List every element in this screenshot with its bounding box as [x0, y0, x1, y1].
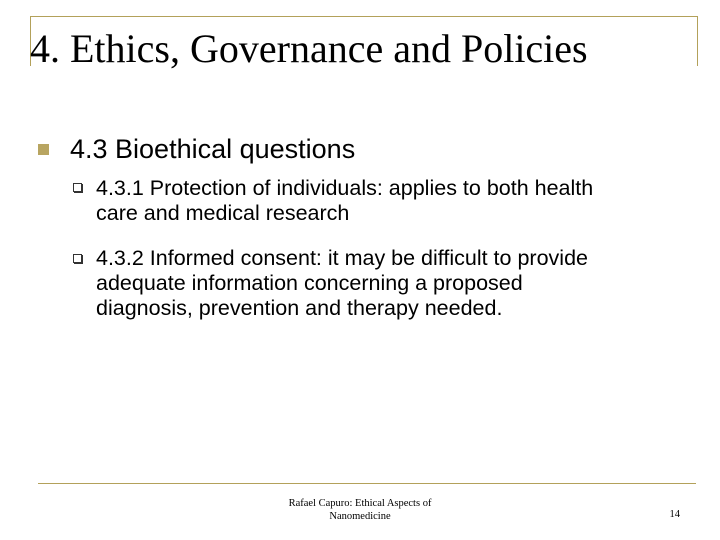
footer-author — [240, 497, 480, 523]
title-frame-right-line — [697, 16, 698, 66]
filled-square-bullet-icon — [38, 144, 49, 155]
hollow-square-bullet-icon — [73, 183, 82, 192]
page-number: 14 — [669, 509, 680, 520]
title-frame-top-line — [30, 16, 698, 17]
bullet-level2-text: 4.3.1 Protection of individuals: applies to both health care and medical research — [96, 176, 594, 225]
footer-divider — [38, 483, 696, 484]
slide-title: 4. Ethics, Governance and Policies — [30, 26, 588, 71]
footer-author-line2: Nanomedicine — [329, 511, 391, 522]
footer-author-line1: Rafael Capuro: Ethical Aspects of — [288, 498, 432, 509]
bullet-level1-text: 4.3 Bioethical questions — [70, 134, 356, 164]
bullet-level2-text: 4.3.2 Informed consent: it may be difficult to provide adequate information concerning a proposed diagnosis, prevention and therapy needed. — [96, 246, 588, 320]
hollow-square-bullet-icon — [73, 254, 82, 263]
